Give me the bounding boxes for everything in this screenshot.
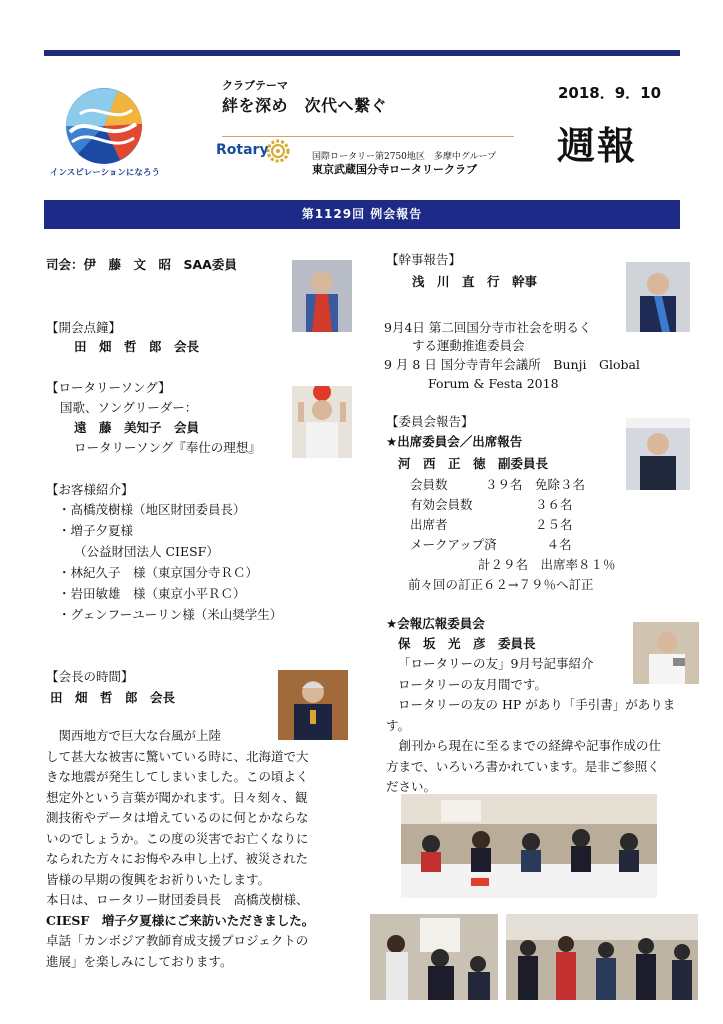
committee-heading: 【委員会報告】 bbox=[386, 414, 474, 429]
pr-line: ロータリーの友月間です。 bbox=[398, 676, 548, 692]
pr-line: 「ロータリーの友」9月号記事紹介 bbox=[398, 656, 594, 671]
secretary-heading: 【幹事報告】 bbox=[386, 252, 462, 267]
club-theme: 絆を深め 次代へ繋ぐ bbox=[222, 96, 388, 115]
mc-photo bbox=[292, 260, 352, 332]
president-name: 田 畑 哲 郎 会長 bbox=[50, 690, 176, 705]
rotary-wordmark: Rotary bbox=[216, 142, 269, 158]
secretary-photo bbox=[626, 262, 690, 332]
secretary-name: 浅 川 直 行 幹事 bbox=[412, 274, 538, 289]
president-line: 測技術やデータは増えているのに何とかならな bbox=[46, 810, 309, 825]
secretary-line2: する運動推進委員会 bbox=[412, 338, 525, 353]
pr-line: 方まで、いろいろ書かれています。是非ご参照く bbox=[386, 758, 660, 774]
attendance-photo bbox=[626, 418, 690, 490]
president-line: CIESF 増子夕夏様にご来訪いただきました。 bbox=[46, 912, 315, 928]
president-line: 関西地方で巨大な台風が上陸 bbox=[46, 728, 222, 743]
song-line1: 国歌、ソングリーダー： bbox=[60, 400, 198, 415]
theme-label: クラブテーマ bbox=[222, 79, 288, 92]
top-rule bbox=[44, 50, 680, 56]
pr-text bbox=[386, 654, 686, 798]
mc-line: 司会：伊 藤 文 昭 SAA委員 bbox=[46, 257, 237, 272]
meeting-photo bbox=[370, 914, 498, 1000]
attendance-row: メークアップ済 ４名 bbox=[410, 537, 572, 552]
guest-item: ・林紀久子 様（東京国分寺ＲＣ） bbox=[58, 565, 259, 580]
guest-item: ・グェンフーユーリン様（米山奨学生） bbox=[58, 607, 283, 622]
song-name: 遠 藤 美知子 会員 bbox=[74, 420, 200, 435]
president-line: 皆様の早期の復興をお祈りいたします。 bbox=[46, 871, 271, 887]
president-line: して甚大な被害に驚いている時に、北海道で大 bbox=[46, 748, 309, 764]
guest-item: ・増子夕夏様 bbox=[58, 523, 134, 538]
president-line: 想定外という言葉が聞かれます。日々刻々、観 bbox=[46, 789, 308, 805]
guest-item: （公益財団法人 CIESF） bbox=[74, 544, 219, 559]
attendance-name: 河 西 正 徳 副委員長 bbox=[398, 456, 549, 471]
president-line: 卓話「カンボジア教師育成支援プロジェクトの bbox=[46, 933, 309, 948]
guest-item: ・岩田敏雄 様（東京小平ＲＣ） bbox=[58, 586, 246, 601]
song-photo bbox=[292, 386, 352, 458]
rotary-theme-logo-icon bbox=[58, 84, 150, 176]
meeting-photo bbox=[506, 914, 698, 1000]
song-heading: 【ロータリーソング】 bbox=[46, 380, 171, 395]
attendance-row: 出席者 ２５名 bbox=[410, 517, 573, 532]
secretary-line4: Forum & Festa 2018 bbox=[428, 376, 559, 391]
secretary-line3: 9 月 8 日 国分寺青年会議所 Bunji Global bbox=[384, 357, 640, 372]
meeting-photo bbox=[401, 794, 657, 898]
president-line: 進展」を楽しみにしております。 bbox=[46, 953, 233, 969]
issue-date: 2018．9．10 bbox=[558, 84, 662, 102]
pr-line: 創刊から現在に至るまでの経緯や記事作成の仕 bbox=[386, 738, 662, 753]
meeting-banner: 第1129回 例会報告 bbox=[44, 200, 680, 229]
president-heading: 【会長の時間】 bbox=[46, 669, 134, 684]
guest-item: ・高橋茂樹様（地区財団委員長） bbox=[58, 502, 246, 517]
president-line: きな地震が発生してしまいました。この頃よく bbox=[46, 769, 309, 784]
president-line: 本日は、ロータリー財団委員長 高橋茂樹様、 bbox=[46, 892, 309, 907]
pr-name: 保 坂 光 彦 委員長 bbox=[398, 636, 536, 651]
opening-name: 田 畑 哲 郎 会長 bbox=[74, 339, 200, 354]
attendance-title: ★出席委員会／出席報告 bbox=[386, 434, 523, 449]
opening-heading: 【開会点鐘】 bbox=[46, 320, 122, 335]
secretary-line1: 9月4日 第二回国分寺市社会を明るく bbox=[384, 320, 592, 335]
president-line: いのでしょうか。この度の災害でお亡くなりに bbox=[46, 830, 309, 846]
president-line: なられた方々にお悔やみ申し上げ、被災された bbox=[46, 851, 309, 866]
page-title: 週報 bbox=[557, 124, 638, 168]
pr-line: す。 bbox=[386, 717, 411, 733]
attendance-row: 前々回の訂正６２→７９％へ訂正 bbox=[408, 577, 594, 592]
club-name: 東京武蔵国分寺ロータリークラブ bbox=[312, 163, 477, 176]
president-text bbox=[46, 726, 346, 972]
pr-title: ★会報広報委員会 bbox=[386, 616, 485, 631]
logo-caption: インスピレーションになろう bbox=[50, 168, 160, 178]
rotary-wheel-icon bbox=[266, 139, 290, 163]
header-rule bbox=[222, 136, 514, 137]
guests-heading: 【お客様紹介】 bbox=[46, 482, 134, 497]
attendance-row: 有効会員数 ３６名 bbox=[410, 497, 573, 512]
pr-line: ださい。 bbox=[386, 779, 437, 794]
song-line2: ロータリーソング『奉仕の理想』 bbox=[74, 440, 261, 455]
attendance-row: 会員数 ３９名 免除３名 bbox=[410, 477, 586, 492]
attendance-row: 計２９名 出席率８１％ bbox=[478, 557, 616, 572]
district-text: 国際ロータリー第2750地区 多摩中グループ bbox=[312, 152, 497, 162]
pr-line: ロータリーの友の HP があり「手引書」がありま bbox=[398, 697, 676, 712]
